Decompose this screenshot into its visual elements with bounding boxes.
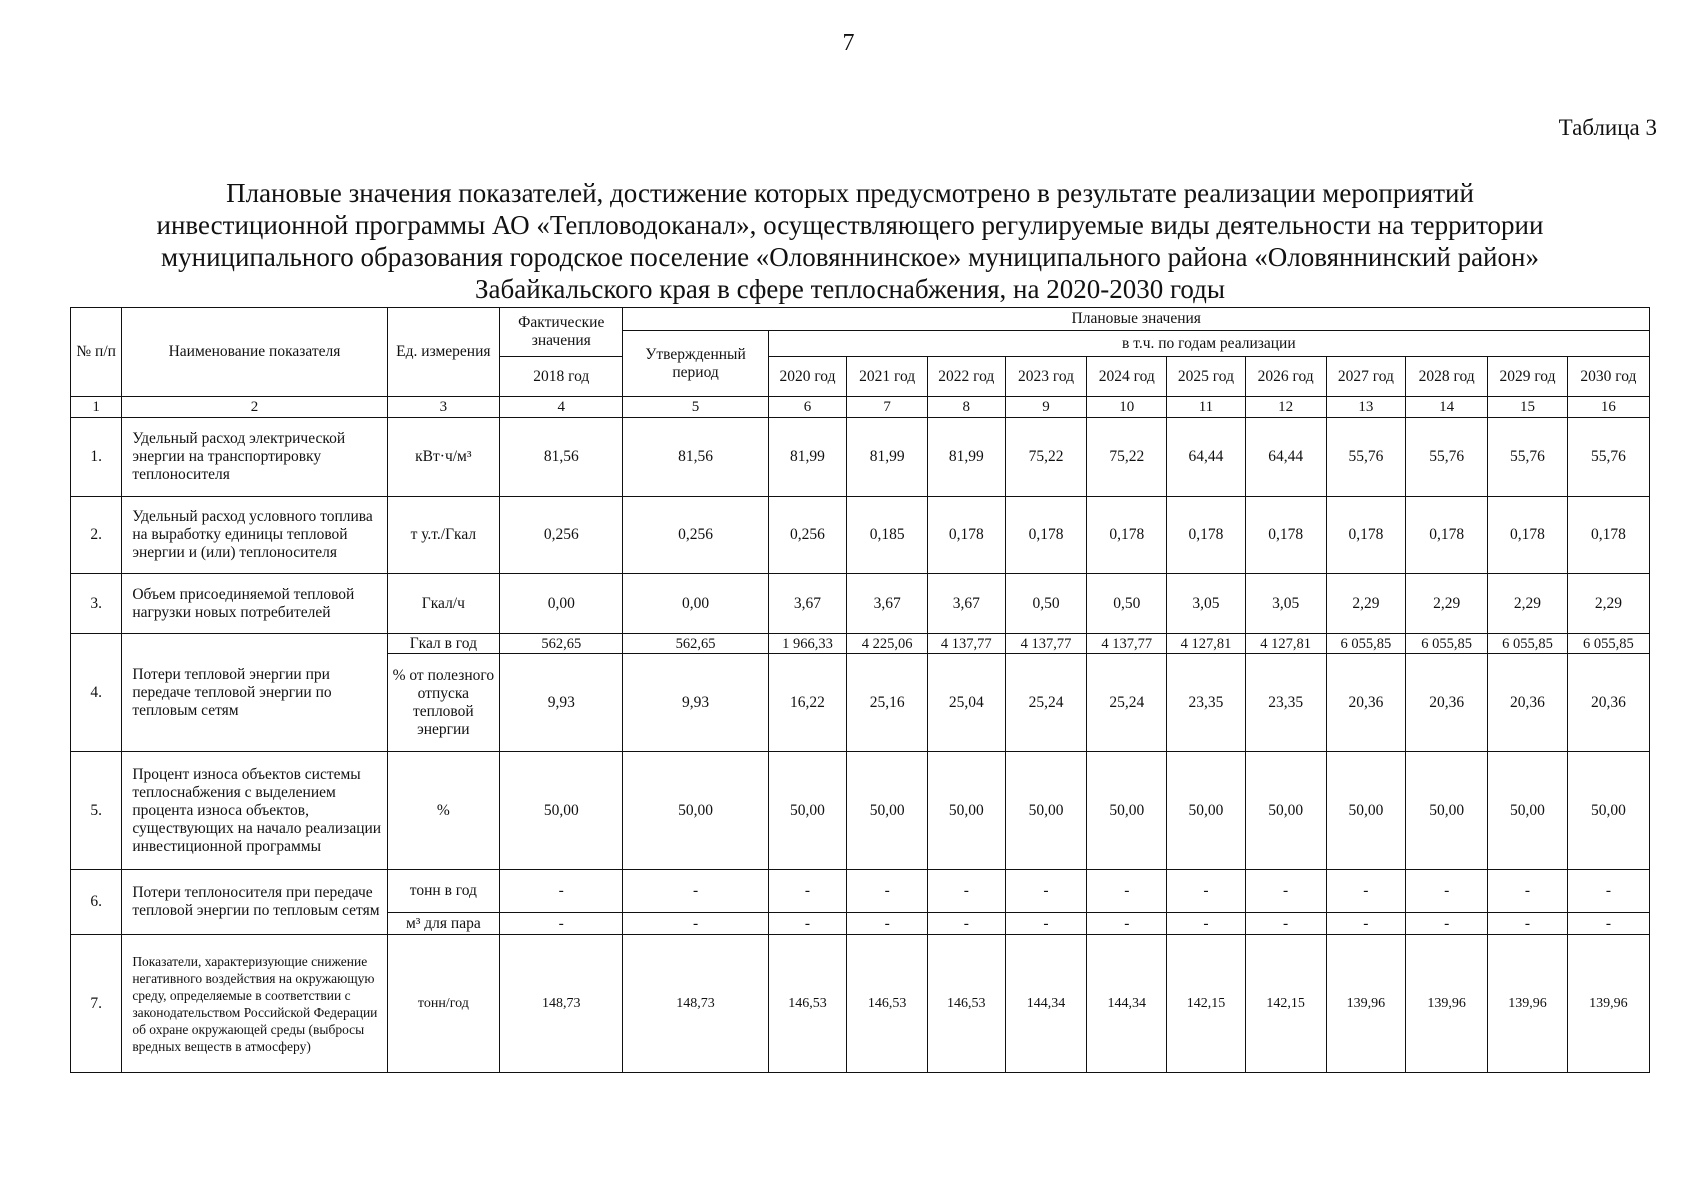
- value-cell: 0,256: [623, 497, 768, 574]
- value-cell: 148,73: [623, 935, 768, 1073]
- header-year: 2029 год: [1488, 357, 1568, 397]
- column-number: 2: [122, 397, 387, 418]
- header-year: 2022 год: [928, 357, 1006, 397]
- value-cell: 3,67: [847, 574, 928, 634]
- column-number: 6: [768, 397, 847, 418]
- value-cell: 139,96: [1488, 935, 1568, 1073]
- value-cell: 3,67: [768, 574, 847, 634]
- column-number: 16: [1567, 397, 1649, 418]
- header-year: 2023 год: [1005, 357, 1087, 397]
- value-cell: 50,00: [928, 752, 1006, 870]
- value-cell: 75,22: [1005, 418, 1087, 497]
- header-year: 2024 год: [1087, 357, 1167, 397]
- column-number: 12: [1245, 397, 1326, 418]
- value-cell: 20,36: [1406, 654, 1488, 752]
- column-number: 8: [928, 397, 1006, 418]
- value-cell: -: [928, 870, 1006, 913]
- value-cell: 4 137,77: [928, 634, 1006, 654]
- value-cell: 23,35: [1245, 654, 1326, 752]
- value-cell: 50,00: [500, 752, 623, 870]
- value-cell: 0,178: [928, 497, 1006, 574]
- page-number: 7: [842, 30, 855, 56]
- header-year: 2030 год: [1567, 357, 1649, 397]
- header-by-years: в т.ч. по годам реализации: [768, 331, 1649, 357]
- row-number: 1.: [71, 418, 122, 497]
- value-cell: 81,99: [928, 418, 1006, 497]
- value-cell: 2,29: [1406, 574, 1488, 634]
- value-cell: 144,34: [1005, 935, 1087, 1073]
- table-row: [71, 870, 1650, 913]
- value-cell: -: [768, 870, 847, 913]
- value-cell: 0,178: [1326, 497, 1406, 574]
- value-cell: 148,73: [500, 935, 623, 1073]
- value-cell: -: [1567, 870, 1649, 913]
- value-cell: 6 055,85: [1326, 634, 1406, 654]
- value-cell: 0,178: [1567, 497, 1649, 574]
- header-approved: Утвержденный период: [623, 331, 768, 397]
- value-cell: -: [1488, 870, 1568, 913]
- row-number: 5.: [71, 752, 122, 870]
- indicator-name: Потери тепловой энергии при передаче тепловой энергии по тепловым сетям: [122, 634, 387, 752]
- indicator-name: Удельный расход условного топлива на выработку единицы тепловой энергии и (или) теплоносителя: [122, 497, 387, 574]
- header-year: 2027 год: [1326, 357, 1406, 397]
- value-cell: -: [1406, 913, 1488, 935]
- value-cell: -: [1326, 913, 1406, 935]
- value-cell: 142,15: [1167, 935, 1246, 1073]
- value-cell: 146,53: [928, 935, 1006, 1073]
- column-number: 15: [1488, 397, 1568, 418]
- column-number: 14: [1406, 397, 1488, 418]
- table-row: [71, 752, 1650, 870]
- value-cell: 4 127,81: [1245, 634, 1326, 654]
- value-cell: 50,00: [1167, 752, 1246, 870]
- value-cell: 25,24: [1005, 654, 1087, 752]
- indicator-name: Процент износа объектов системы теплоснабжения с выделением процента износа объектов, существующих на начало реализации инвестиционной программы: [122, 752, 387, 870]
- value-cell: 0,50: [1087, 574, 1167, 634]
- title-line: муниципального образования городское поселение «Оловяннинское» муниципального района «Оловяннинский район»: [161, 242, 1539, 272]
- value-cell: -: [1005, 870, 1087, 913]
- unit-cell: тонн/год: [387, 935, 499, 1073]
- value-cell: 0,00: [623, 574, 768, 634]
- document-title: [70, 177, 1630, 305]
- row-number: 2.: [71, 497, 122, 574]
- value-cell: 2,29: [1488, 574, 1568, 634]
- value-cell: 75,22: [1087, 418, 1167, 497]
- row-number: 3.: [71, 574, 122, 634]
- header-year: 2026 год: [1245, 357, 1326, 397]
- value-cell: 20,36: [1326, 654, 1406, 752]
- row-number: 6.: [71, 870, 122, 935]
- column-number: 3: [387, 397, 499, 418]
- value-cell: -: [1087, 870, 1167, 913]
- value-cell: -: [847, 913, 928, 935]
- value-cell: 3,05: [1245, 574, 1326, 634]
- value-cell: 0,178: [1406, 497, 1488, 574]
- value-cell: 81,99: [768, 418, 847, 497]
- value-cell: 50,00: [1005, 752, 1087, 870]
- value-cell: -: [1167, 870, 1246, 913]
- value-cell: -: [500, 870, 623, 913]
- value-cell: 3,67: [928, 574, 1006, 634]
- value-cell: 50,00: [847, 752, 928, 870]
- indicators-table: [70, 307, 1650, 1073]
- column-number: 4: [500, 397, 623, 418]
- unit-cell: Гкал/ч: [387, 574, 499, 634]
- value-cell: 144,34: [1087, 935, 1167, 1073]
- column-number: 10: [1087, 397, 1167, 418]
- value-cell: 146,53: [768, 935, 847, 1073]
- unit-cell: Гкал в год: [387, 634, 499, 654]
- header-num: № п/п: [71, 308, 122, 397]
- title-line: Забайкальского края в сфере теплоснабжения, на 2020-2030 годы: [475, 274, 1225, 304]
- value-cell: -: [1245, 870, 1326, 913]
- header-year: 2028 год: [1406, 357, 1488, 397]
- value-cell: 81,56: [500, 418, 623, 497]
- value-cell: 50,00: [1326, 752, 1406, 870]
- column-number: 5: [623, 397, 768, 418]
- value-cell: 50,00: [1245, 752, 1326, 870]
- value-cell: 81,99: [847, 418, 928, 497]
- value-cell: 4 137,77: [1005, 634, 1087, 654]
- value-cell: 1 966,33: [768, 634, 847, 654]
- header-year: 2020 год: [768, 357, 847, 397]
- value-cell: 4 137,77: [1087, 634, 1167, 654]
- table-row: [71, 574, 1650, 634]
- column-number: 7: [847, 397, 928, 418]
- unit-cell: % от полезного отпуска тепловой энергии: [387, 654, 499, 752]
- value-cell: 50,00: [1087, 752, 1167, 870]
- value-cell: -: [847, 870, 928, 913]
- value-cell: 139,96: [1567, 935, 1649, 1073]
- indicator-name: Показатели, характеризующие снижение негативного воздействия на окружающую среду, определяемые в соответствии с законодательством Российской Федерации об охране окружающей среды (выбросы вредных веществ в атмосферу): [122, 935, 387, 1073]
- table-row: [71, 935, 1650, 1073]
- unit-cell: т у.т./Гкал: [387, 497, 499, 574]
- value-cell: 50,00: [1567, 752, 1649, 870]
- value-cell: 139,96: [1326, 935, 1406, 1073]
- header-name: Наименование показателя: [122, 308, 387, 397]
- value-cell: 0,256: [768, 497, 847, 574]
- value-cell: 25,16: [847, 654, 928, 752]
- value-cell: 0,178: [1005, 497, 1087, 574]
- value-cell: 16,22: [768, 654, 847, 752]
- value-cell: 3,05: [1167, 574, 1246, 634]
- value-cell: 55,76: [1326, 418, 1406, 497]
- value-cell: 55,76: [1567, 418, 1649, 497]
- value-cell: 81,56: [623, 418, 768, 497]
- value-cell: -: [1087, 913, 1167, 935]
- header-year: 2021 год: [847, 357, 928, 397]
- value-cell: 9,93: [500, 654, 623, 752]
- value-cell: 50,00: [768, 752, 847, 870]
- column-number: 9: [1005, 397, 1087, 418]
- value-cell: -: [1245, 913, 1326, 935]
- value-cell: 139,96: [1406, 935, 1488, 1073]
- value-cell: -: [623, 870, 768, 913]
- unit-cell: %: [387, 752, 499, 870]
- value-cell: 0,256: [500, 497, 623, 574]
- value-cell: -: [623, 913, 768, 935]
- value-cell: 50,00: [1488, 752, 1568, 870]
- header-unit: Ед. измерения: [387, 308, 499, 397]
- column-number: 1: [71, 397, 122, 418]
- value-cell: -: [928, 913, 1006, 935]
- title-line: Плановые значения показателей, достижение которых предусмотрено в результате реализации мероприятий: [226, 178, 1474, 208]
- value-cell: 23,35: [1167, 654, 1246, 752]
- value-cell: 50,00: [623, 752, 768, 870]
- value-cell: 0,178: [1245, 497, 1326, 574]
- header-planned: Плановые значения: [623, 308, 1650, 331]
- title-line: инвестиционной программы АО «Тепловодоканал», осуществляющего регулируемые виды деятельности на территории: [156, 210, 1544, 240]
- value-cell: 20,36: [1567, 654, 1649, 752]
- row-number: 7.: [71, 935, 122, 1073]
- indicator-name: Потери теплоносителя при передаче тепловой энергии по тепловым сетям: [122, 870, 387, 935]
- value-cell: 0,185: [847, 497, 928, 574]
- value-cell: 25,24: [1087, 654, 1167, 752]
- header-year: 2025 год: [1167, 357, 1246, 397]
- value-cell: 0,178: [1087, 497, 1167, 574]
- value-cell: 562,65: [500, 634, 623, 654]
- value-cell: 0,00: [500, 574, 623, 634]
- value-cell: -: [1326, 870, 1406, 913]
- value-cell: -: [1167, 913, 1246, 935]
- value-cell: -: [1567, 913, 1649, 935]
- value-cell: 142,15: [1245, 935, 1326, 1073]
- value-cell: 4 225,06: [847, 634, 928, 654]
- value-cell: 562,65: [623, 634, 768, 654]
- header-actual: Фактические значения: [500, 308, 623, 357]
- table-row: [71, 634, 1650, 654]
- value-cell: -: [1005, 913, 1087, 935]
- value-cell: 146,53: [847, 935, 928, 1073]
- value-cell: 2,29: [1567, 574, 1649, 634]
- value-cell: 0,178: [1488, 497, 1568, 574]
- value-cell: 6 055,85: [1488, 634, 1568, 654]
- indicator-name: Удельный расход электрической энергии на транспортировку теплоносителя: [122, 418, 387, 497]
- value-cell: 0,178: [1167, 497, 1246, 574]
- value-cell: -: [1406, 870, 1488, 913]
- value-cell: -: [768, 913, 847, 935]
- value-cell: 64,44: [1167, 418, 1246, 497]
- value-cell: 9,93: [623, 654, 768, 752]
- table-row: [71, 418, 1650, 497]
- value-cell: 20,36: [1488, 654, 1568, 752]
- indicator-name: Объем присоединяемой тепловой нагрузки новых потребителей: [122, 574, 387, 634]
- value-cell: 2,29: [1326, 574, 1406, 634]
- unit-cell: тонн в год: [387, 870, 499, 913]
- column-number: 13: [1326, 397, 1406, 418]
- value-cell: 6 055,85: [1567, 634, 1649, 654]
- value-cell: 4 127,81: [1167, 634, 1246, 654]
- table-row: [71, 497, 1650, 574]
- value-cell: -: [1488, 913, 1568, 935]
- value-cell: 64,44: [1245, 418, 1326, 497]
- value-cell: 55,76: [1406, 418, 1488, 497]
- row-number: 4.: [71, 634, 122, 752]
- value-cell: 25,04: [928, 654, 1006, 752]
- table-label: Таблица 3: [1558, 115, 1657, 140]
- value-cell: 50,00: [1406, 752, 1488, 870]
- value-cell: 6 055,85: [1406, 634, 1488, 654]
- header-actual-year: 2018 год: [500, 357, 623, 397]
- column-number: 11: [1167, 397, 1246, 418]
- value-cell: -: [500, 913, 623, 935]
- unit-cell: кВт·ч/м³: [387, 418, 499, 497]
- value-cell: 55,76: [1488, 418, 1568, 497]
- unit-cell: м³ для пара: [387, 913, 499, 935]
- value-cell: 0,50: [1005, 574, 1087, 634]
